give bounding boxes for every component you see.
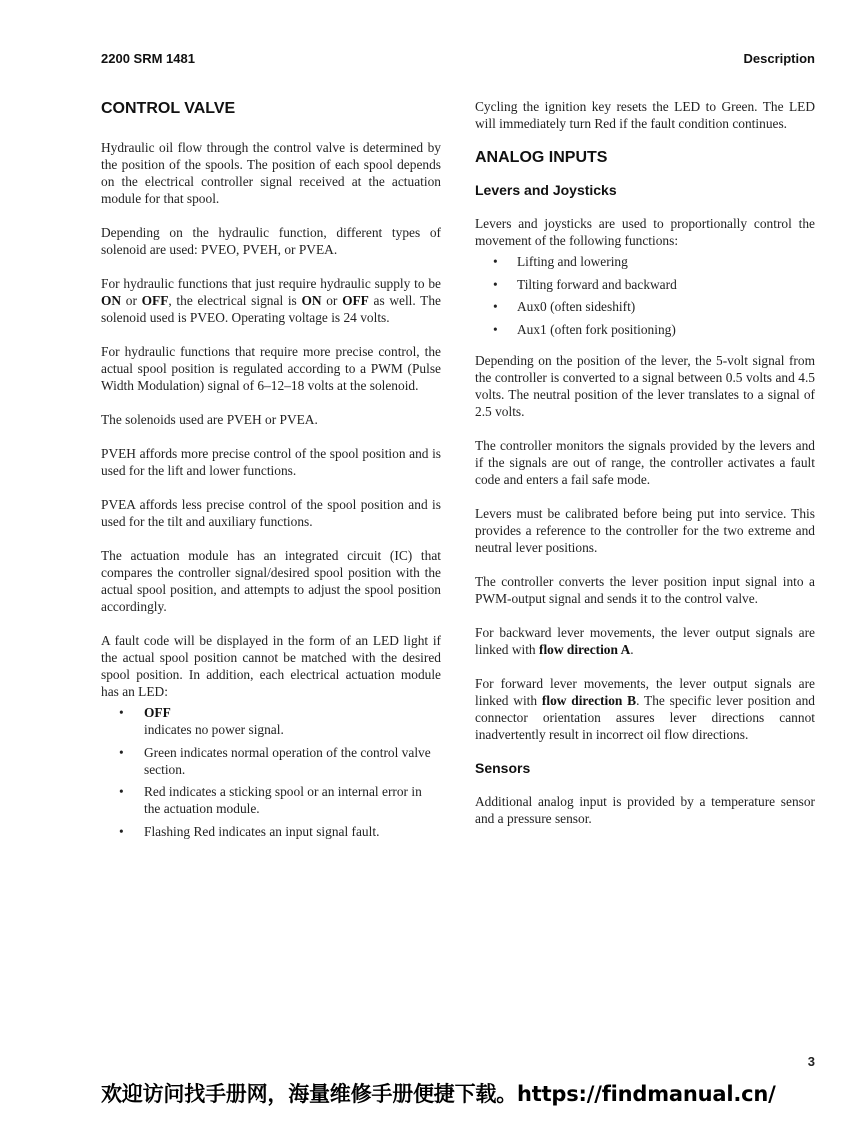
bullet: • (493, 321, 498, 337)
paragraph: The controller converts the lever position input signal into a PWM-output signal and sends it to the control valve. (475, 573, 815, 606)
paragraph (475, 675, 815, 743)
text-run: as well. The solenoid used is PVEO. Operating voltage is 24 volts. (101, 293, 441, 325)
list-item (475, 321, 815, 338)
text-run: Red indicates a sticking spool or an internal error in the actuation module. (144, 784, 422, 816)
paragraph: Hydraulic oil flow through the control valve is determined by the position of the spools. The position of each spool depends on the electrical controller signal received at the actuation module for that spool. (101, 140, 441, 206)
text-run: Flashing Red indicates an input signal fault. (144, 823, 380, 839)
bullet: • (119, 784, 124, 799)
paragraph: The actuation module has an integrated circuit (IC) that compares the controller signal/desired spool position with the actual spool position, and attempts to adjust the spool position accordingly. (101, 548, 441, 614)
text-run: or (321, 293, 343, 308)
text-run: For backward lever movements, the lever output signals are linked with (475, 624, 815, 657)
text-run: . The specific lever position and connector orientation assures lever directions cannot inadvertently result in incorrect oil flow directions. (475, 692, 815, 742)
bullet: • (119, 705, 124, 720)
paragraph: The controller monitors the signals provided by the levers and if the signals are out of range, the controller activates a fault code and enters a fail safe mode. (475, 437, 815, 487)
paragraph (101, 275, 441, 326)
paragraph: For hydraulic functions that require more precise control, the actual spool position is regulated according to a PWM (Pulse Width Modulation) signal of 6–12–18 volts at the solenoid. (101, 344, 441, 393)
paragraph: Depending on the hydraulic function, different types of solenoid are used: PVEO, PVEH, or PVEA. (101, 225, 441, 257)
bullet: • (119, 823, 124, 839)
list-item (475, 253, 815, 270)
paragraph: Additional analog input is provided by a temperature sensor and a pressure sensor. (475, 793, 815, 826)
text-run: Aux0 (often sideshift) (517, 299, 636, 314)
list-item (475, 298, 815, 315)
list-item (101, 744, 441, 778)
left-column (101, 98, 441, 854)
paragraph: Cycling the ignition key resets the LED to Green. The LED will immediately turn Red if the fault condition continues. (475, 99, 815, 131)
text-run: . (630, 641, 634, 657)
right-column (475, 98, 815, 844)
paragraph: Levers must be calibrated before being put into service. This provides a reference to the controller for the two extreme and neutral lever positions. (475, 505, 815, 555)
bold-term: flow direction B (541, 692, 637, 708)
list-item (101, 823, 441, 840)
text-run: Tilting forward and backward (517, 276, 677, 292)
bold-term: OFF (144, 705, 171, 720)
list-item (101, 704, 441, 738)
text-run: indicates no power signal. (144, 722, 284, 737)
text-run: or (121, 293, 142, 308)
page-number: 3 (807, 1054, 815, 1069)
function-list (475, 253, 815, 338)
bullet: • (493, 254, 498, 269)
list-item (101, 783, 441, 817)
sensors-subheading: Sensors (475, 759, 531, 776)
text-run: Aux1 (often fork positioning) (517, 321, 676, 337)
levers-subheading: Levers and Joysticks (475, 182, 617, 198)
text-run: Lifting and lowering (517, 254, 628, 269)
text-run: For hydraulic functions that just require hydraulic supply to be (101, 276, 441, 291)
paragraph (475, 624, 815, 658)
footer-watermark: 欢迎访问找手册网，海量维修手册便捷下载。https://findmanual.cn/ (101, 1082, 776, 1106)
bullet: • (493, 299, 498, 314)
bullet: • (119, 744, 124, 760)
bold-term: OFF (342, 293, 369, 308)
paragraph: PVEH affords more precise control of the spool position and is used for the lift and lower functions. (101, 446, 441, 478)
text-run: For forward lever movements, the lever output signals are linked with (475, 675, 815, 708)
text-run: , the electrical signal is (168, 293, 302, 308)
bold-term: flow direction A (538, 641, 631, 657)
bold-term: ON (301, 293, 322, 308)
paragraph: PVEA affords less precise control of the spool position and is used for the tilt and auxiliary functions. (101, 497, 441, 529)
paragraph: Levers and joysticks are used to proportionally control the movement of the following functions: (475, 216, 815, 248)
control-valve-heading: CONTROL VALVE (101, 100, 236, 117)
paragraph: Depending on the position of the lever, the 5-volt signal from the controller is converted to a signal between 0.5 volts and 4.5 volts. The neutral position of the lever translates to a signal of 2.5 volts. (475, 352, 815, 419)
bold-term: OFF (141, 293, 169, 308)
analog-inputs-heading: ANALOG INPUTS (475, 149, 608, 166)
header-doc-id: 2200 SRM 1481 (101, 51, 195, 66)
text-run: Green indicates normal operation of the control valve section. (144, 744, 431, 777)
led-status-list (101, 704, 441, 840)
paragraph: The solenoids used are PVEH or PVEA. (101, 412, 318, 427)
bullet: • (493, 276, 498, 292)
bold-term: ON (101, 293, 122, 308)
header-section: Description (743, 51, 815, 66)
list-item (475, 276, 815, 293)
paragraph: A fault code will be displayed in the form of an LED light if the actual spool position cannot be matched with the desired spool position. In addition, each electrical actuation module has an LED: (101, 633, 441, 699)
